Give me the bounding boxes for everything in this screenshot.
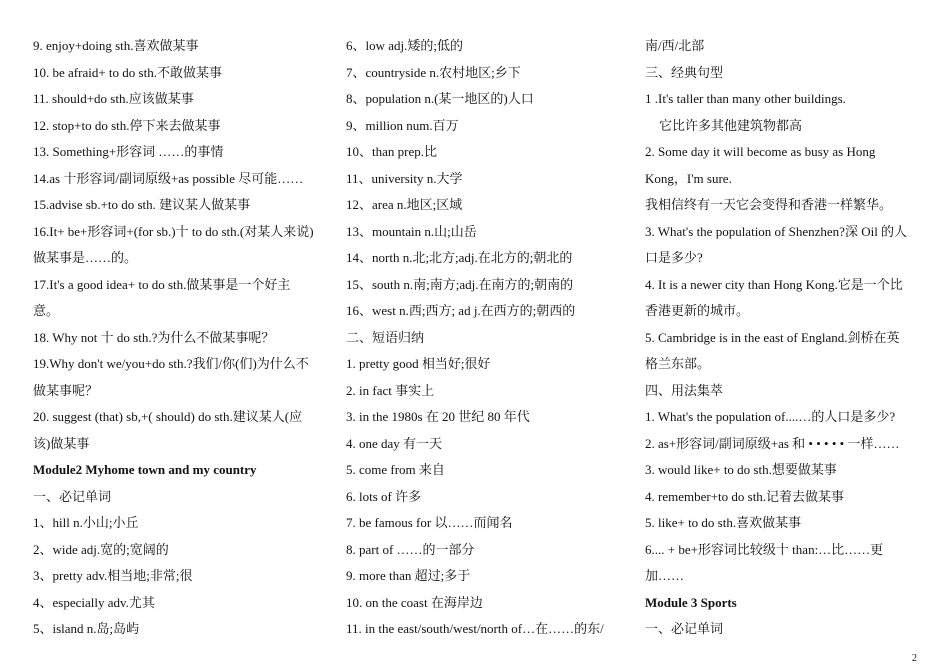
text-line: 5. come from 来自 — [346, 462, 445, 477]
section-heading: 一、必记单词 — [645, 621, 724, 636]
text-line: 意。 — [33, 303, 60, 318]
text-line: 3. would like+ to do sth.想要做某事 — [645, 462, 837, 477]
module-heading: Module2 Myhome town and my country — [33, 462, 257, 477]
text-line: 做某事是……的。 — [33, 250, 138, 265]
text-line: 15、south n.南;南方;adj.在南方的;朝南的 — [346, 276, 574, 292]
text-line: 11、university n.大学 — [346, 170, 463, 186]
column-right — [645, 33, 920, 643]
text-line: 格兰东部。 — [645, 356, 711, 371]
text-line: 14、north n.北;北方;adj.在北方的;朝北的 — [346, 250, 573, 265]
text-line: 它比许多其他建筑物都高 — [659, 117, 803, 133]
page-number: 2 — [912, 653, 917, 664]
text-line: 6、low adj.矮的;低的 — [346, 38, 463, 53]
text-line: 1. What's the population of....…的人口是多少? — [645, 409, 896, 424]
text-line: 16、west n.西;西方; ad j.在西方的;朝西的 — [346, 303, 576, 318]
text-line: 18. Why not 十 do sth.?为什么不做某事呢？ — [33, 329, 275, 345]
text-line: 3. in the 1980s 在 20 世纪 80 年代 — [346, 409, 530, 424]
text-line: 2、wide adj.宽的;宽阔的 — [33, 541, 169, 557]
text-line: 5、island n.岛;岛屿 — [33, 621, 140, 636]
text-line: 10、than prep.比 — [346, 144, 437, 159]
text-line: 1 .It's taller than many other buildings. — [645, 91, 846, 106]
text-line: 6.... + be+形容词比较级十 than:…比……更 — [645, 541, 884, 557]
module-heading: Module 3 Sports — [645, 594, 737, 610]
text-line: 3. What's the population of Shenzhen?深 Oil 的人 — [645, 223, 908, 239]
text-line: Kong，I'm sure. — [645, 170, 732, 186]
text-line: 做某事呢？ — [33, 382, 99, 398]
text-line: 7、countryside n.农村地区;乡下 — [346, 64, 521, 80]
text-line: 11. should+do sth.应该做某事 — [33, 91, 194, 106]
text-line: 南/西/北部 — [645, 38, 705, 53]
text-line: 1、hill n.小山;小丘 — [33, 515, 139, 530]
text-line: 13. Something+形容词 ……的事情 — [33, 144, 224, 159]
text-line: 8. part of ……的一部分 — [346, 541, 475, 557]
text-line: 11. in the east/south/west/north of…在……的东/ — [346, 621, 604, 636]
text-line: 9. more than 超过;多于 — [346, 568, 471, 583]
section-heading: 二、短语归纳 — [346, 329, 425, 345]
text-line: 4. one day 有一天 — [346, 435, 443, 451]
section-heading: 三、经典句型 — [645, 64, 724, 80]
text-line: 13、mountain n.山;山岳 — [346, 223, 477, 239]
text-line: 5. like+ to do sth.喜欢做某事 — [645, 515, 802, 530]
text-line: 4. remember+to do sth.记着去做某事 — [645, 488, 845, 504]
text-line: 16.It+ be+形容词+(for sb.)十 to do sth.(对某人来说) — [33, 223, 314, 239]
text-line: 6. lots of 许多 — [346, 488, 422, 504]
text-line: 9、million num.百万 — [346, 117, 459, 133]
text-line: 香港更新的城市。 — [645, 303, 750, 318]
text-line: 2. in fact 事实上 — [346, 382, 435, 398]
text-line: 9. enjoy+doing sth.喜欢做某事 — [33, 38, 199, 53]
text-line: 3、pretty adv.相当地;非常;很 — [33, 568, 193, 583]
text-line: 2. as+形容词/副词原级+as 和 • • • • • 一样…… — [645, 435, 900, 451]
section-heading: 四、用法集萃 — [645, 382, 724, 398]
text-line: 15.advise sb.+to do sth. 建议某人做某事 — [33, 197, 251, 212]
text-line: 8、population n.(某一地区的)人口 — [346, 91, 534, 106]
column-left — [33, 33, 329, 643]
text-line: 4、especially adv.尤其 — [33, 594, 155, 610]
text-line: 14.as 十形容词/副词原级+as possible 尽可能…… — [33, 170, 304, 186]
column-middle — [346, 33, 626, 643]
text-line: 12、area n.地区;区域 — [346, 197, 463, 212]
text-line: 17.It's a good idea+ to do sth.做某事是一个好主 — [33, 276, 291, 292]
text-line: 7. be famous for 以……而闻名 — [346, 515, 513, 530]
text-line: 10. on the coast 在海岸边 — [346, 594, 483, 610]
text-line: 口是多少? — [645, 250, 703, 265]
text-line: 10. be afraid+ to do sth.不敢做某事 — [33, 64, 222, 80]
text-line: 2. Some day it will become as busy as Hong — [645, 144, 876, 159]
text-line: 4. It is a newer city than Hong Kong.它是一个比 — [645, 276, 903, 292]
text-line: 19.Why don't we/you+do sth.?我们/你(们)为什么不 — [33, 356, 309, 371]
text-line: 该)做某事 — [33, 435, 90, 451]
text-line: 加…… — [645, 568, 685, 583]
text-line: 1. pretty good 相当好;很好 — [346, 356, 491, 371]
text-line: 12. stop+to do sth.停下来去做某事 — [33, 117, 221, 133]
text-line: 我相信终有一天它会变得和香港一样繁华。 — [645, 197, 893, 212]
text-line: 20. suggest (that) sb,+( should) do sth.建议某人(应 — [33, 409, 303, 424]
section-heading: 一、必记单词 — [33, 488, 112, 504]
text-line: 5. Cambridge is in the east of England.剑桥在英 — [645, 329, 900, 345]
